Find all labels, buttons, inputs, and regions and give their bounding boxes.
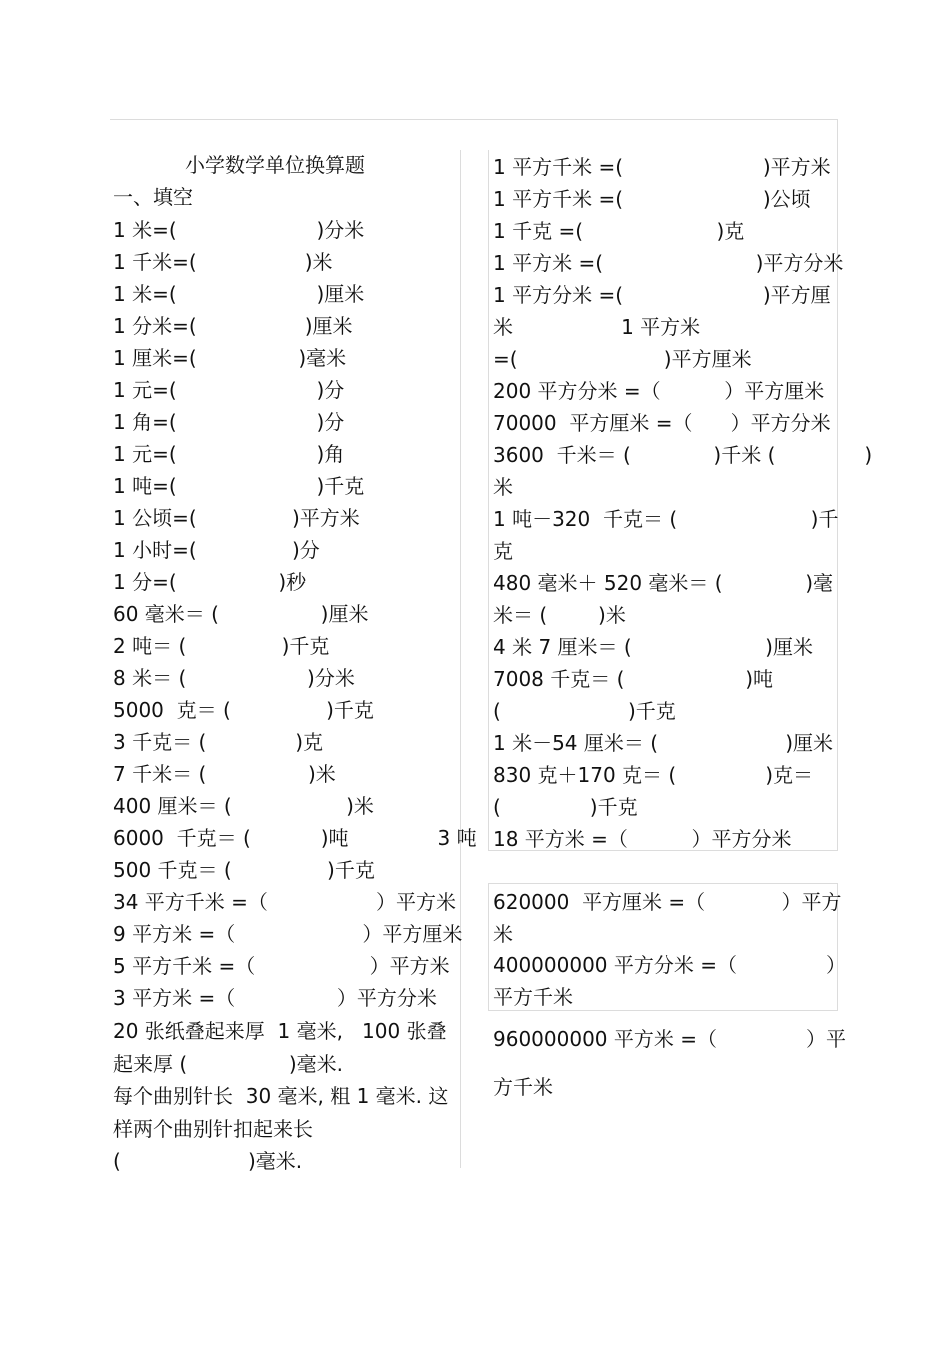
word-problem-line: 起来厚 ( )毫米.: [113, 1051, 344, 1076]
conversion-question: 3600 千米＝ ( )千米 ( ): [493, 443, 873, 467]
conversion-question: 5 平方千米 =（ ）平方米: [113, 954, 450, 978]
word-problem-line: 20 张纸叠起来厚 1 毫米, 100 张叠: [113, 1019, 447, 1043]
conversion-question: =( )平方厘米: [493, 347, 752, 371]
conversion-question: 1 平方千米 =( )公顷: [493, 187, 811, 211]
conversion-question: 1 吨=( )千克: [113, 474, 365, 498]
conversion-question: 克: [493, 539, 513, 563]
conversion-question: 米: [493, 475, 513, 499]
box2-bottom: [488, 1010, 838, 1011]
right-box-left: [488, 150, 489, 850]
conversion-question: 5000 克＝ ( )千克: [113, 698, 374, 722]
conversion-question: 米＝ ( )米: [493, 603, 626, 627]
conversion-question: 7008 千克＝ ( )吨: [493, 667, 774, 691]
conversion-question: 1 千克 =( )克: [493, 219, 745, 243]
conversion-question: 7 千米＝ ( )米: [113, 762, 336, 786]
conversion-question: 70000 平方厘米 =（ ）平方分米: [493, 411, 831, 435]
conversion-question: 1 分米=( )厘米: [113, 314, 353, 338]
conversion-question: ( )千克: [493, 699, 676, 723]
conversion-question: 3 千克＝ ( )克: [113, 730, 324, 754]
conversion-question: 1 米=( )厘米: [113, 282, 365, 306]
conversion-question: 620000 平方厘米 =（ ）平方: [493, 890, 842, 914]
conversion-question: 1 千米=( )米: [113, 250, 333, 274]
conversion-question: 1 米=( )分米: [113, 218, 365, 242]
conversion-question: 1 角=( )分: [113, 410, 345, 434]
divider-rule: [460, 150, 461, 1168]
section-heading: 一、填空: [113, 185, 193, 209]
word-problem-line: 每个曲别针长 30 毫米, 粗 1 毫米. 这: [113, 1084, 449, 1108]
conversion-question: 1 平方千米 =( )平方米: [493, 155, 831, 179]
conversion-question: 1 元=( )分: [113, 378, 345, 402]
conversion-question: 480 毫米＋ 520 毫米＝ ( )毫: [493, 571, 834, 595]
conversion-question: 2 吨＝ ( )千克: [113, 634, 330, 658]
conversion-question: 6000 千克＝ ( )吨 3 吨: [113, 826, 477, 850]
conversion-question: 1 平方分米 =( )平方厘: [493, 283, 831, 307]
conversion-question: 960000000 平方米 =（ ）平: [493, 1027, 846, 1051]
conversion-question: 200 平方分米 =（ ）平方厘米: [493, 379, 825, 403]
conversion-question: 1 平方米 =( )平方分米: [493, 251, 844, 275]
conversion-question: 34 平方千米 =（ ）平方米: [113, 890, 456, 914]
conversion-question: 1 米－54 厘米＝ ( )厘米: [493, 731, 833, 755]
conversion-question: 4 米 7 厘米＝ ( )厘米: [493, 635, 813, 659]
conversion-question: 1 厘米=( )毫米: [113, 346, 347, 370]
word-problem-line: 样两个曲别针扣起来长: [113, 1116, 313, 1141]
conversion-question: 1 元=( )角: [113, 442, 345, 466]
conversion-question: 400000000 平方分米 =（ ）: [493, 953, 846, 977]
conversion-question: 400 厘米＝ ( )米: [113, 794, 374, 818]
conversion-question: 3 平方米 =（ ）平方分米: [113, 986, 437, 1010]
conversion-question: 1 公顷=( )平方米: [113, 506, 360, 530]
conversion-question: 8 米＝ ( )分米: [113, 666, 355, 690]
conversion-question: 1 吨－320 千克＝ ( )千: [493, 507, 839, 531]
conversion-question: 9 平方米 =（ ）平方厘米: [113, 922, 463, 946]
right-box-right: [837, 119, 838, 850]
conversion-question: 米: [493, 921, 513, 946]
conversion-question: 1 分=( )秒: [113, 570, 307, 594]
conversion-question: 方千米: [493, 1075, 553, 1099]
conversion-question: 1 小时=( )分: [113, 538, 320, 562]
conversion-question: 平方千米: [493, 984, 573, 1009]
conversion-question: 830 克＋170 克＝ ( )克＝: [493, 763, 814, 787]
conversion-question: 60 毫米＝ ( )厘米: [113, 602, 369, 626]
box2-left: [488, 883, 489, 1010]
conversion-question: ( )千克: [493, 795, 638, 819]
word-problem-line: ( )毫米.: [113, 1149, 303, 1173]
top-rule: [110, 119, 838, 120]
conversion-question: 米 1 平方米: [493, 315, 701, 339]
conversion-question: 500 千克＝ ( )千克: [113, 858, 375, 882]
box2-top: [488, 883, 838, 884]
conversion-question: 18 平方米 =（ ）平方分米: [493, 827, 792, 851]
page-title: 小学数学单位换算题: [185, 153, 365, 177]
